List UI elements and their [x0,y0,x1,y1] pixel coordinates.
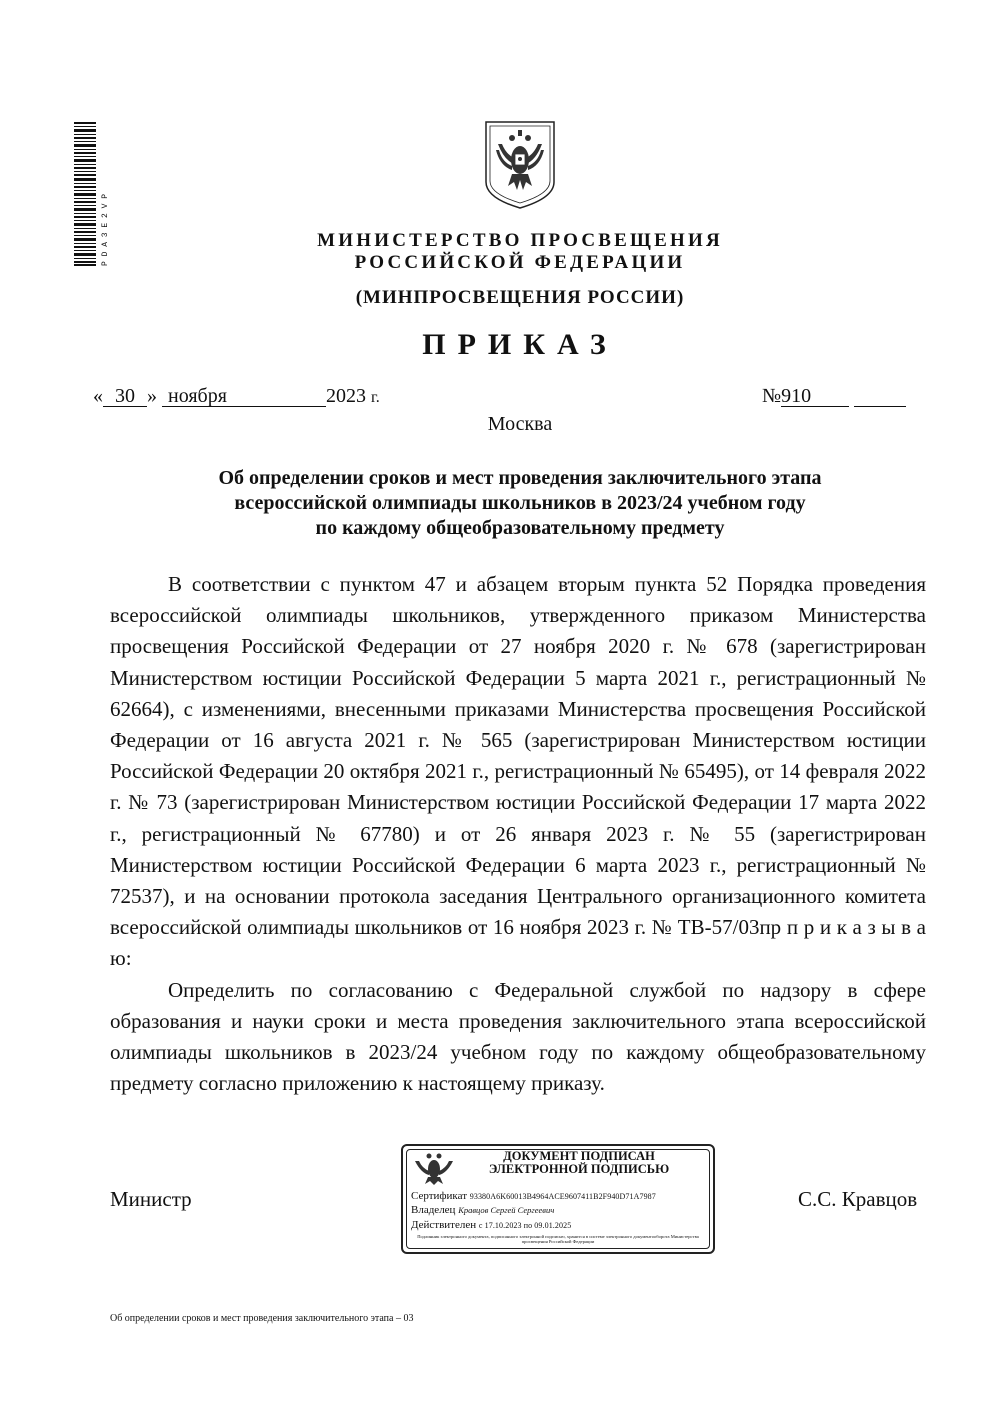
order-number [762,385,906,408]
ministry-name-line1: МИНИСТЕРСТВО ПРОСВЕЩЕНИЯ [317,230,723,251]
stamp-fine-print: Подлинник электронного документа, подписанного электронной подписью, хранится в системе электронного документооборота Министерства просвещения Российской Федерации [417,1234,699,1245]
order-number-blank [854,386,906,407]
e-signature-stamp [401,1144,715,1254]
title-line-1: Об определении сроков и мест проведения заключительного этапа [218,467,822,489]
stamp-valid-label: Действителен [411,1219,477,1231]
footer-doc-id: Об определении сроков и мест проведения заключительного этапа – 03 [110,1313,414,1324]
document-type: ПРИКАЗ [422,328,618,361]
paragraph-1-text: В соответствии с пунктом 47 и абзацем вторым пункта 52 Порядка проведения всероссийской олимпиады школьников, утвержденного приказом Министерства просвещения Российской Федерации от 27 ноября 2020 г. № 678 (зарегистрирован Министерством юстиции Российской Федерации 5 марта 2021 г., регистрационный № 62664), с изменениями, внесенными приказами Министерства просвещения Российской Федерации от 16 августа 2021 г. № 565 (зарегистрирован Министерством юстиции Российской Федерации 20 октября 2021 г., регистрационный № 65495), от 14 февраля 2022 г. № 73 (зарегистрирован Министерством юстиции Российской Федерации 17 марта 2022 г., регистрационный № 67780) и от 26 января 2023 г. № 55 (зарегистрирован Министерством юстиции Российской Федерации 6 марта 2023 г., регистрационный № 72537), и на основании протокола заседания Центрального организационного комитета всероссийской олимпиады школьников от 16 ноября 2023 г. № ТВ-57/03пр [110,572,926,940]
stamp-owner-value: Кравцов Сергей Сергеевич [458,1205,555,1215]
stamp-cert-label: Сертификат [411,1190,467,1202]
title-line-2: всероссийской олимпиады школьников в 2023/24 учебном году [234,492,806,514]
coat-of-arms-icon [484,120,556,210]
order-verb: п р и к а з ы в а ю: [110,915,927,971]
stamp-valid-value: с 17.10.2023 по 09.01.2025 [478,1221,572,1230]
stamp-header-line1: ДОКУМЕНТ ПОДПИСАН [503,1149,655,1163]
stamp-validity [411,1219,571,1231]
document-title [150,466,890,541]
stamp-owner [411,1204,554,1216]
order-number-value: 910 [781,386,849,407]
city: Москва [487,413,553,435]
stamp-owner-label: Владелец [411,1204,456,1216]
ministry-name-line2: РОССИЙСКОЙ ФЕДЕРАЦИИ [354,252,686,273]
title-line-3: по каждому общеобразовательному предмету [315,517,725,539]
paragraph-1 [110,569,926,975]
date-line [93,385,380,408]
stamp-header-line2: ЭЛЕКТРОННОЙ ПОДПИСЬЮ [488,1162,670,1176]
signatory-name: С.С. Кравцов [798,1187,918,1211]
date-day: 30 [103,386,147,407]
date-open-quote: « [93,385,103,407]
date-month: ноября [162,386,326,407]
order-number-label: № [762,385,782,407]
body-text [110,569,926,1099]
date-year: 2023 [326,385,366,407]
stamp-emblem-icon [411,1151,457,1185]
ministry-short-name: (МИНПРОСВЕЩЕНИЯ РОССИИ) [355,287,685,308]
signatory-position: Министр [110,1187,192,1211]
stamp-header [459,1150,699,1176]
stamp-certificate [411,1190,656,1202]
date-year-suffix: г. [371,389,380,406]
date-close-quote: » [147,385,157,407]
paragraph-2: Определить по согласованию с Федеральной службой по надзору в сфере образования и науки сроки и места проведения заключительного этапа всероссийской олимпиады школьников в 2023/24 учебном году по каждому общеобразовательному предмету согласно приложению к настоящему приказу. [110,977,926,1096]
stamp-cert-value: 93380A6K60013B4964ACE9607411B2F940D71A7987 [469,1192,656,1201]
barcode-code: P D A 3 E 2 V P [101,193,110,266]
